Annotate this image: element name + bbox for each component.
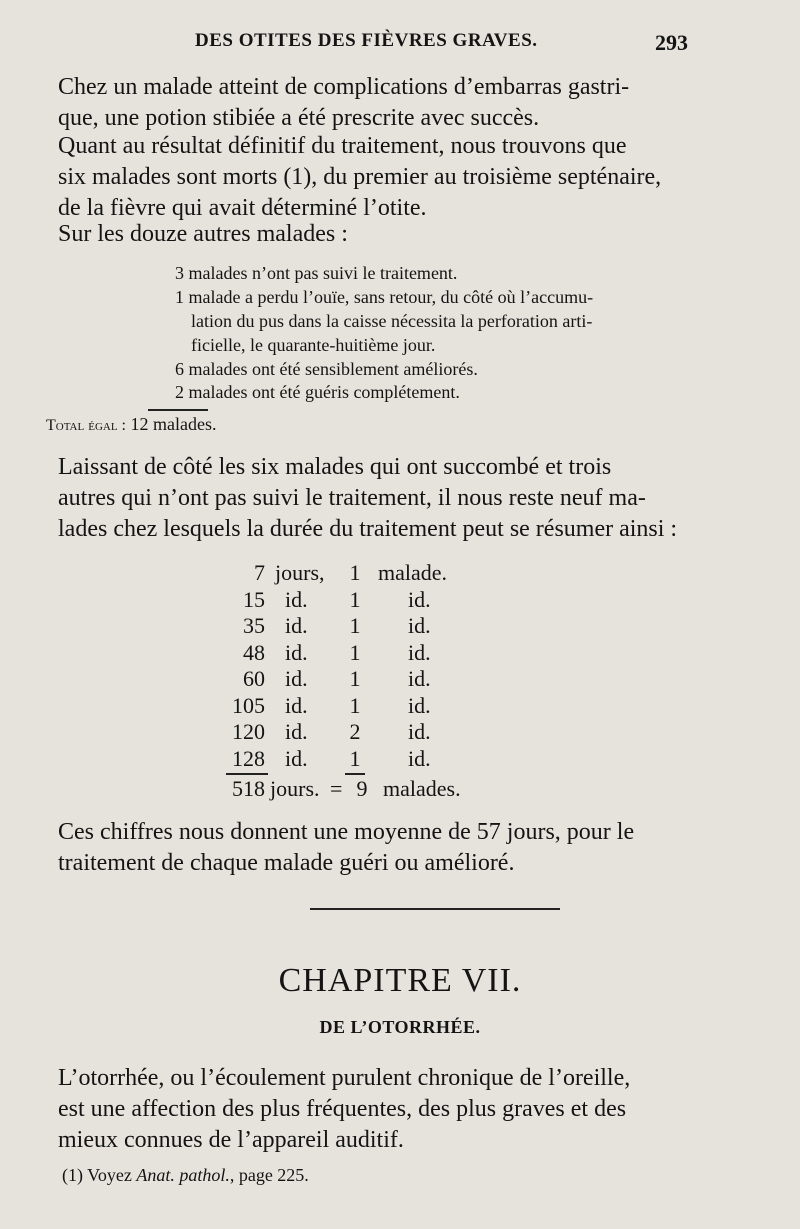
text-line: traitement de chaque malade guéri ou amélioré. xyxy=(58,850,515,876)
text-line: six malades sont morts (1), du premier au troisième septénaire, xyxy=(58,164,662,190)
duration-count: 1 xyxy=(349,745,361,771)
outcome-line: lation du pus dans la caisse nécessita la perforation arti- xyxy=(191,311,593,331)
duration-label: id. xyxy=(408,666,431,691)
duration-count: 1 xyxy=(349,692,361,718)
duration-unit: id. xyxy=(285,745,308,771)
footnote-title: Anat. pathol. xyxy=(136,1165,230,1185)
sum-rule xyxy=(148,409,208,411)
duration-days: 35 xyxy=(243,613,265,638)
text-line: que, une potion stibiée a été prescrite avec succès. xyxy=(58,105,540,131)
duration-label: id. xyxy=(408,639,431,665)
duration-count: 1 xyxy=(349,666,361,691)
duration-days: 105 xyxy=(232,692,265,718)
footnote-marker: (1) Voyez xyxy=(62,1165,132,1185)
text-line: Chez un malade atteint de complications d’embarras gastri- xyxy=(58,74,630,100)
duration-unit: id. xyxy=(285,719,308,744)
duration-unit: id. xyxy=(285,666,308,691)
duration-days: 128 xyxy=(232,745,265,771)
paragraph-twelve xyxy=(58,219,708,250)
outcome-line: 3 malades n’ont pas suivi le traitement. xyxy=(175,263,458,283)
total-line xyxy=(46,413,216,438)
duration-days: 60 xyxy=(243,666,265,691)
text-line: de la fièvre qui avait déterminé l’otite. xyxy=(58,195,427,221)
duration-days: 7 xyxy=(254,560,265,585)
duration-unit: id. xyxy=(285,639,308,665)
paragraph-otorrhea xyxy=(58,1063,708,1156)
paragraph-remaining xyxy=(58,452,708,545)
duration-label: id. xyxy=(408,613,431,638)
total-label: Total égal : xyxy=(46,417,126,434)
paragraph-gastric xyxy=(58,72,708,134)
duration-unit: jours, xyxy=(275,560,325,585)
text-line: mieux connues de l’appareil auditif. xyxy=(58,1127,404,1153)
page-number: 293 xyxy=(655,30,688,55)
outcome-line: 2 malades ont été guéris complétement. xyxy=(175,382,460,402)
duration-count: 2 xyxy=(349,719,361,744)
outcome-line: 1 malade a perdu l’ouïe, sans retour, du côté où l’accumu- xyxy=(175,287,594,307)
duration-label: id. xyxy=(408,586,431,612)
total-value: 12 malades. xyxy=(130,414,217,434)
text-line: lades chez lesquels la durée du traitement peut se résumer ainsi : xyxy=(58,516,678,542)
chapter-subtitle: DE L’OTORRHÉE. xyxy=(319,1017,481,1037)
duration-count: 1 xyxy=(349,560,361,585)
running-header: DES OTITES DES FIÈVRES GRAVES. xyxy=(195,30,538,51)
duration-unit: id. xyxy=(285,586,308,612)
paragraph-average xyxy=(58,817,708,879)
text-line: est une affection des plus fréquentes, des plus graves et des xyxy=(58,1096,627,1122)
duration-unit: id. xyxy=(285,692,308,718)
duration-days: 48 xyxy=(243,639,265,665)
footnote xyxy=(62,1165,309,1186)
outcome-line: 6 malades ont été sensiblement améliorés. xyxy=(175,359,478,379)
total-days: 518 xyxy=(232,776,265,801)
text-line: Quant au résultat définitif du traitement, nous trouvons que xyxy=(58,133,627,159)
total-label: malades. xyxy=(383,776,461,801)
duration-count: 1 xyxy=(349,586,361,612)
text-line: Ces chiffres nous donnent une moyenne de 57 jours, pour le xyxy=(58,819,635,845)
text-line: Sur les douze autres malades : xyxy=(58,221,348,247)
duration-days: 15 xyxy=(243,586,265,612)
outcome-line: ficielle, le quarante-huitième jour. xyxy=(191,335,436,355)
duration-unit: id. xyxy=(285,613,308,638)
total-count: 9 xyxy=(356,776,368,801)
duration-label: id. xyxy=(408,719,431,744)
text-line: L’otorrhée, ou l’écoulement purulent chronique de l’oreille, xyxy=(58,1065,631,1091)
duration-label: id. xyxy=(408,692,431,718)
text-line: autres qui n’ont pas suivi le traitement, il nous reste neuf ma- xyxy=(58,485,646,511)
duration-label: id. xyxy=(408,745,431,771)
duration-count: 1 xyxy=(349,613,361,638)
equals-sign: = xyxy=(330,776,343,801)
total-unit: jours. xyxy=(270,776,320,801)
duration-count: 1 xyxy=(349,639,361,665)
duration-days: 120 xyxy=(232,719,265,744)
chapter-title: CHAPITRE VII. xyxy=(278,962,522,999)
chapter-separator xyxy=(310,908,560,910)
text-line: Laissant de côté les six malades qui ont succombé et trois xyxy=(58,454,612,480)
duration-label: malade. xyxy=(378,560,448,585)
footnote-rest: , page 225. xyxy=(229,1165,309,1185)
paragraph-result xyxy=(58,131,708,224)
count-sum-rule xyxy=(345,773,365,775)
days-sum-rule xyxy=(226,773,268,775)
